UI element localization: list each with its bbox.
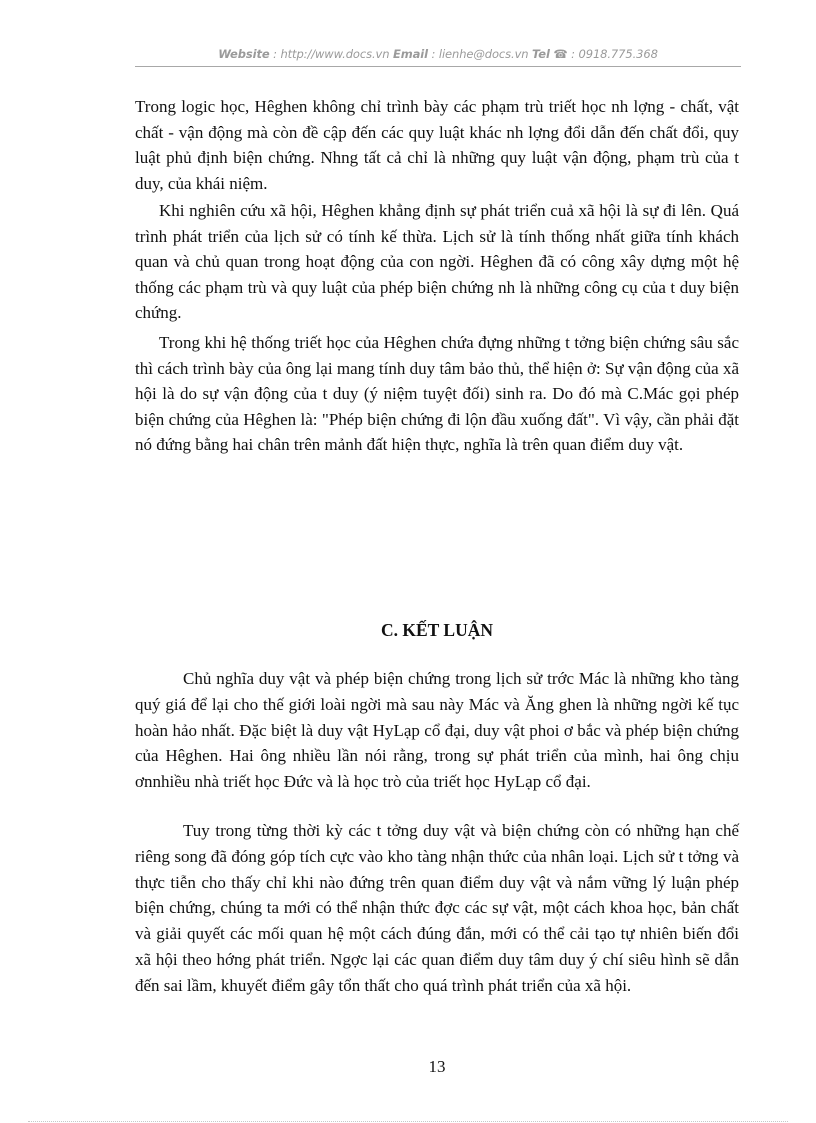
footer-divider [28, 1121, 788, 1122]
paragraph-society: Khi nghiên cứu xã hội, Hêghen khẳng định sự phát triển cuả xã hội là sự đi lên. Quá trình phát triển của lịch sử có tính kế thừa. Lịch sử là tính thống nhất giữa tính khách quan và chủ quan trong hoạt động của con ngời. Hêghen đã có công xây dựng một hệ thống các phạm trù và quy luật của phép biện chứng nh là những công cụ của t duy biện chứng. [135, 201, 739, 322]
website-label: Website [218, 47, 270, 61]
paragraph-logic: Trong logic học, Hêghen không chỉ trình bày các phạm trù triết học nh lợng - chất, vật chất - vận động mà còn đề cập đến các quy luật khác nh lợng đổi dẫn đến chất đổi, quy luật phủ định biện chứng. Nhng tất cả chỉ là những quy luật vận động, phạm trù của t duy, của khái niệm. [135, 97, 739, 193]
section-heading: C. KẾT LUẬN [381, 620, 493, 640]
page-number: 13 [428, 1057, 446, 1076]
conclusion-paragraph-2: Tuy trong từng thời kỳ các t tởng duy vật và biện chứng còn có những hạn chế riêng song đã đóng góp tích cực vào kho tàng nhận thức của nhân loại. Lịch sử t tởng và thực tiễn cho thấy chỉ khi nào đứng trên quan điểm duy vật và nắm vững lý luận phép biện chứng, chúng ta mới có thể nhận thức đợc các sự vật, một cách khoa học, bản chất và giải quyết các mối quan hệ một cách đúng đắn, mới có thể cải tạo tự nhiên biến đổi xã hội theo hớng phát triển. Ngợc lại các quan điểm duy tâm duy ý chí siêu hình sẽ dẫn đến sai lầm, khuyết điểm gây tổn thất cho quá trình phát triển của xã hội. [135, 821, 739, 995]
conclusion-paragraph-1: Chủ nghĩa duy vật và phép biện chứng trong lịch sử trớc Mác là những kho tàng quý giá để lại cho thế giới loài ngời mà sau này Mác và Ăng ghen là những ngời kế tục hoàn hảo nhất. Đặc biệt là duy vật HyLạp cổ đại, duy vật phoi ơ bắc và phép biện chứng của Hêghen. Hai ông nhiều lần nói rằng, trong sự phát triển của mình, hai ông chịu ơnnhiều nhà triết học Đức và là học trò của triết học HyLạp cổ đại. [135, 669, 739, 792]
tel-label: Tel [532, 47, 550, 61]
paragraph-system: Trong khi hệ thống triết học của Hêghen chứa đựng những t tởng biện chứng sâu sắc thì cách trình bày của ông lại mang tính duy tâm bảo thủ, thể hiện ở: Sự vận động của xã hội là do sự vận động của t duy (ý niệm tuyệt đối) sinh ra. Do đó mà C.Mác gọi phép biện chứng của Hêghen là: "Phép biện chứng đi lộn đầu xuống đất". Vì vậy, cần phải đặt nó đứng bằng hai chân trên mảnh đất hiện thực, nghĩa là trên quan điểm duy vật. [135, 333, 739, 455]
website-url: : http://www.docs.vn [269, 47, 393, 61]
tel-number: ☎ : 0918.775.368 [549, 47, 658, 61]
page-header [135, 47, 741, 61]
header-divider [135, 66, 741, 67]
email-label: Email [392, 47, 428, 61]
email-address: : lienhe@docs.vn [427, 47, 533, 61]
